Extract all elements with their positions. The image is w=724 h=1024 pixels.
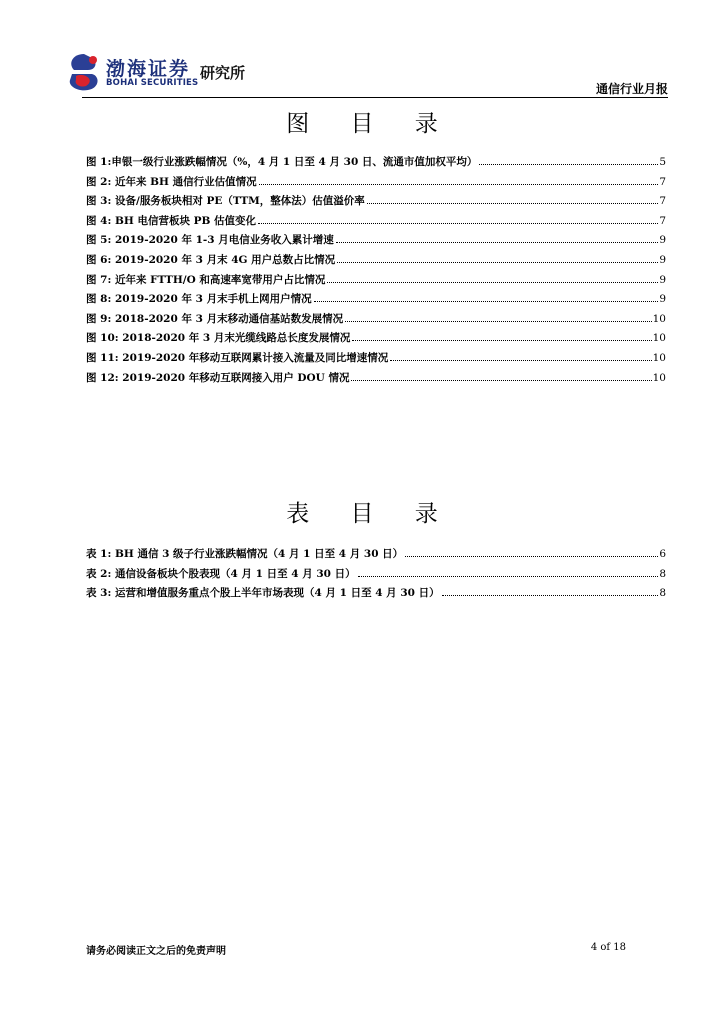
header-divider [82,97,668,98]
institute-label: 研究所 [200,64,246,82]
toc-entry-label[interactable]: 图 6: 2019-2020 年 3 月末 4G 用户总数占比情况 [86,253,336,266]
toc-page-number: 9 [659,293,666,306]
toc-page-number: 6 [659,548,666,560]
toc-leader-dots [327,282,658,283]
toc-page-number: 10 [652,351,666,364]
toc-leader-dots [351,380,651,381]
toc-page-number: 10 [652,312,666,325]
table-toc-entry[interactable] [86,585,666,605]
toc-page-number: 8 [659,587,666,600]
toc-entry-label[interactable]: 图 7: 近年来 FTTH/O 和高速率宽带用户占比情况 [86,273,326,286]
tables-toc-title: 表 目 录 [286,501,455,527]
toc-entry-label[interactable]: 图 5: 2019-2020 年 1-3 月电信业务收入累计增速 [86,234,334,247]
toc-page-number: 9 [659,273,666,286]
toc-leader-dots [405,556,658,557]
toc-leader-dots [390,360,651,361]
figure-toc-entry[interactable] [86,291,666,311]
toc-page-number: 8 [659,567,666,580]
figure-toc-entry[interactable] [86,350,666,370]
toc-leader-dots [358,576,659,577]
figures-toc-list [86,154,666,389]
toc-entry-label[interactable]: 图 1:申银一级行业涨跌幅情况（%，4 月 1 日至 4 月 30 日、流通市值加权平均） [86,156,478,168]
figure-toc-entry[interactable] [86,311,666,331]
toc-entry-label[interactable]: 图 10: 2018-2020 年 3 月末光缆线路总长度发展情况 [86,332,351,345]
figure-toc-entry[interactable] [86,330,666,350]
toc-leader-dots [479,164,658,165]
toc-leader-dots [336,242,659,243]
toc-leader-dots [314,301,659,302]
toc-entry-label[interactable]: 图 11: 2019-2020 年移动互联网累计接入流量及同比增速情况 [86,351,389,364]
toc-entry-label[interactable]: 表 3: 运营和增值服务重点个股上半年市场表现（4 月 1 日至 4 月 30 日） [86,587,440,600]
toc-page-number: 9 [659,234,666,247]
toc-leader-dots [258,223,658,224]
toc-page-number: 10 [652,332,666,345]
company-logo [66,52,266,94]
toc-leader-dots [352,340,651,341]
toc-leader-dots [259,184,659,185]
table-toc-entry[interactable] [86,566,666,586]
logo-chinese-name: 渤海证券 [106,58,191,80]
logo-english-name: BOHAI SECURITIES [106,78,199,88]
figure-toc-entry[interactable] [86,370,666,390]
toc-page-number: 10 [652,371,666,384]
toc-page-number: 7 [659,195,666,208]
figure-toc-entry[interactable] [86,252,666,272]
toc-page-number: 7 [659,214,666,227]
bohai-logo-icon [66,52,102,92]
footer-disclaimer: 请务必阅读正文之后的免责声明 [86,946,226,957]
toc-page-number: 9 [659,253,666,266]
figure-toc-entry[interactable] [86,272,666,292]
toc-leader-dots [442,595,659,596]
footer-page-number: 4 of 18 [590,942,626,953]
toc-leader-dots [337,262,658,263]
toc-entry-label[interactable]: 图 8: 2019-2020 年 3 月末手机上网用户情况 [86,293,312,306]
table-toc-entry[interactable] [86,546,666,566]
toc-entry-label[interactable]: 表 2: 通信设备板块个股表现（4 月 1 日至 4 月 30 日） [86,567,356,580]
figures-toc-title: 图 目 录 [286,111,455,137]
tables-toc-list [86,546,666,605]
figure-toc-entry[interactable] [86,174,666,194]
toc-entry-label[interactable]: 表 1: BH 通信 3 级子行业涨跌幅情况（4 月 1 日至 4 月 30 日） [86,548,404,560]
toc-entry-label[interactable]: 图 9: 2018-2020 年 3 月末移动通信基站数发展情况 [86,312,344,325]
toc-page-number: 5 [659,156,666,168]
toc-entry-label[interactable]: 图 12: 2019-2020 年移动互联网接入用户 DOU 情况 [86,371,350,384]
toc-page-number: 7 [659,175,666,188]
toc-leader-dots [345,321,652,322]
toc-entry-label[interactable]: 图 2: 近年来 BH 通信行业估值情况 [86,175,257,188]
figure-toc-entry[interactable] [86,232,666,252]
toc-entry-label[interactable]: 图 3: 设备/服务板块相对 PE（TTM，整体法）估值溢价率 [86,195,365,208]
figure-toc-entry[interactable] [86,193,666,213]
toc-leader-dots [367,203,659,204]
toc-entry-label[interactable]: 图 4: BH 电信营板块 PB 估值变化 [86,214,257,227]
figure-toc-entry[interactable] [86,213,666,233]
figure-toc-entry[interactable] [86,154,666,174]
report-type: 通信行业月报 [595,82,668,96]
